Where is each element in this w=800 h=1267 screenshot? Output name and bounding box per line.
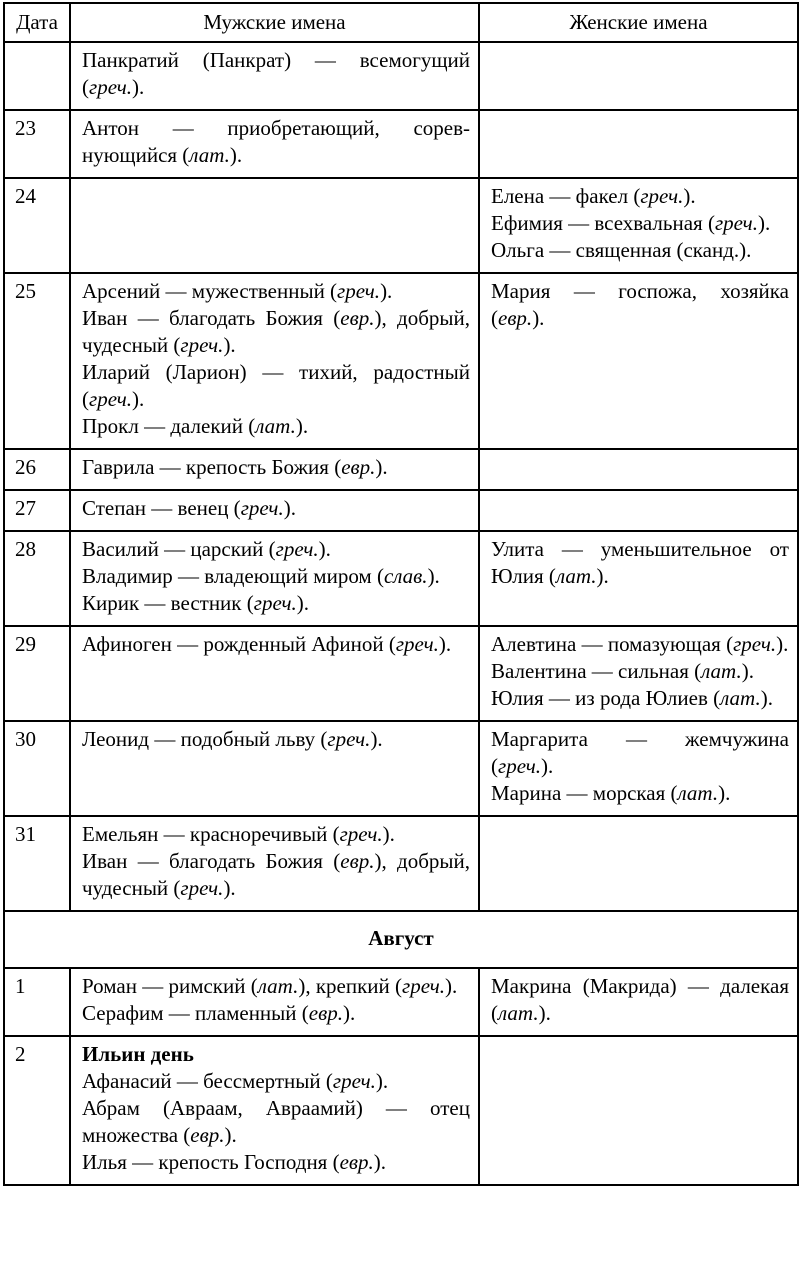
male-names-cell [70, 1036, 479, 1185]
table-row [4, 490, 798, 531]
name-entry [82, 1095, 470, 1149]
male-names-cell [70, 178, 479, 273]
origin-abbreviation: евр. [341, 455, 376, 479]
name-text: Арсений — мужественный ( [82, 279, 338, 303]
name-text: ). [757, 211, 771, 235]
name-entry [82, 590, 470, 617]
name-text: ). [776, 632, 789, 656]
name-entry [82, 305, 470, 359]
origin-abbreviation: греч. [395, 632, 439, 656]
name-text: Леонид — подобный льву ( [82, 727, 328, 751]
table-row [4, 626, 798, 721]
table-row [4, 531, 798, 626]
date-cell: 26 [4, 449, 70, 490]
name-text: ). [541, 754, 554, 778]
name-entry [82, 563, 470, 590]
name-entry [491, 780, 789, 807]
name-text: ). [295, 414, 309, 438]
column-header-female-names: Женские имена [479, 3, 798, 42]
female-names-cell [479, 42, 798, 110]
female-names-cell [479, 816, 798, 911]
origin-abbreviation: евр. [340, 849, 375, 873]
name-entry [82, 454, 470, 481]
origin-abbreviation: лат. [498, 1001, 539, 1025]
origin-abbreviation: греч. [402, 974, 446, 998]
name-text: Степан — венец ( [82, 496, 241, 520]
table-row [4, 968, 798, 1036]
origin-abbreviation: греч. [89, 75, 133, 99]
name-text: Василий — царский ( [82, 537, 276, 561]
column-header-date: Дата [4, 3, 70, 42]
name-text: Владимир — владеющий миром ( [82, 564, 384, 588]
name-text: ). [741, 659, 754, 683]
name-text: ). [132, 75, 145, 99]
table-row [4, 110, 798, 178]
origin-abbreviation: греч. [240, 496, 284, 520]
name-text: Ефимия — всехвальная ( [491, 211, 715, 235]
date-cell: 30 [4, 721, 70, 816]
name-text: ). [296, 591, 310, 615]
name-text: Гаврила — крепость Божия ( [82, 455, 342, 479]
name-text: Юлия — из рода Юлиев ( [491, 686, 721, 710]
name-text: Абрам (Авраам, Авраамий) — отец множества ( [82, 1096, 470, 1147]
name-text: Иван — благодать Божия ( [82, 849, 341, 873]
male-names-cell [70, 816, 479, 911]
name-text: Емельян — красноречивый ( [82, 822, 340, 846]
name-day-calendar-table [3, 2, 799, 1186]
name-text: ). [318, 537, 331, 561]
male-names-cell [70, 721, 479, 816]
name-text: Илья — крепость Господня ( [82, 1150, 340, 1174]
name-entry [491, 973, 789, 1027]
name-text: Улита — уменьшительное от Юлия ( [491, 537, 789, 588]
name-text: ). [382, 822, 395, 846]
name-text: ). [370, 727, 383, 751]
name-text: ). [538, 1001, 551, 1025]
table-header-row [4, 3, 798, 42]
name-entry [82, 1068, 470, 1095]
name-text: ). [380, 279, 393, 303]
origin-abbreviation: греч. [498, 754, 542, 778]
name-entry [82, 115, 470, 169]
name-text: Иларий (Ларион) — тихий, радостный ( [82, 360, 470, 411]
name-entry [82, 47, 470, 101]
origin-abbreviation: греч. [714, 211, 758, 235]
male-names-cell [70, 42, 479, 110]
name-text: Марина — морская ( [491, 781, 678, 805]
origin-abbreviation: лат. [189, 143, 230, 167]
male-names-cell [70, 273, 479, 449]
name-text: ). [224, 1123, 237, 1147]
table-row [4, 816, 798, 911]
name-entry [82, 359, 470, 413]
name-text: ), добрый, чудесный ( [82, 306, 470, 357]
date-cell: 31 [4, 816, 70, 911]
name-text: ). [596, 564, 609, 588]
female-names-cell [479, 110, 798, 178]
table-row [4, 449, 798, 490]
name-text: ). [438, 632, 452, 656]
origin-abbreviation: греч. [640, 184, 684, 208]
date-cell: 27 [4, 490, 70, 531]
name-entry [82, 413, 470, 440]
name-text: Серафим — пламенный ( [82, 1001, 309, 1025]
name-entry [82, 1149, 470, 1176]
name-text: Алевтина — помазующая ( [491, 632, 734, 656]
name-text: ). [683, 184, 696, 208]
date-cell: 25 [4, 273, 70, 449]
name-text: Валентина — сильная ( [491, 659, 702, 683]
name-text: ), крепкий ( [298, 974, 403, 998]
origin-abbreviation: греч. [180, 333, 224, 357]
date-cell [4, 42, 70, 110]
table-row [4, 42, 798, 110]
name-text: ). [229, 143, 243, 167]
name-entry [82, 1000, 470, 1027]
name-text: ). [532, 306, 545, 330]
name-entry [491, 658, 789, 685]
table-body [4, 42, 798, 1185]
name-entry [82, 631, 470, 658]
month-section-header: Август [4, 911, 798, 968]
male-names-cell [70, 490, 479, 531]
female-names-cell [479, 968, 798, 1036]
name-text: ). [373, 1150, 387, 1174]
origin-abbreviation: лат. [720, 686, 761, 710]
name-text: Ильин день [82, 1042, 194, 1066]
name-text: Ольга — священная (сканд.). [491, 238, 752, 262]
origin-abbreviation: греч. [253, 591, 297, 615]
name-text: ). [445, 974, 458, 998]
female-names-cell [479, 721, 798, 816]
origin-abbreviation: греч. [180, 876, 224, 900]
origin-abbreviation: лат. [257, 974, 299, 998]
name-text: Маргарита — жемчужина ( [491, 727, 789, 778]
name-text: Кирик — вестник ( [82, 591, 254, 615]
name-entry [491, 536, 789, 590]
name-text: Иван — благодать Божия ( [82, 306, 341, 330]
name-text: Антон — приобретающий, соревнующийся ( [82, 116, 470, 167]
origin-abbreviation: греч. [332, 1069, 376, 1093]
table-row [4, 721, 798, 816]
name-text: ). [132, 387, 145, 411]
origin-abbreviation: евр. [190, 1123, 225, 1147]
male-names-cell [70, 531, 479, 626]
name-entry [491, 631, 789, 658]
name-text: Афиноген — рожденный Афиной ( [82, 632, 396, 656]
male-names-cell [70, 626, 479, 721]
origin-abbreviation: евр. [340, 306, 375, 330]
name-entry [82, 536, 470, 563]
name-entry [491, 726, 789, 780]
origin-abbreviation: греч. [275, 537, 319, 561]
name-text: Макрина (Макрида) — далекая ( [491, 974, 789, 1025]
origin-abbreviation: лат. [555, 564, 597, 588]
table-row [4, 178, 798, 273]
origin-abbreviation: лат. [255, 414, 296, 438]
female-names-cell [479, 531, 798, 626]
date-cell: 1 [4, 968, 70, 1036]
date-cell: 23 [4, 110, 70, 178]
name-text: Елена — факел ( [491, 184, 641, 208]
origin-abbreviation: греч. [89, 387, 133, 411]
name-text: Роман — римский ( [82, 974, 258, 998]
origin-abbreviation: греч. [327, 727, 371, 751]
name-entry [82, 848, 470, 902]
date-cell: 29 [4, 626, 70, 721]
name-text: ). [342, 1001, 356, 1025]
month-section-row [4, 911, 798, 968]
name-text: ). [283, 496, 296, 520]
name-text: Панкратий (Панкрат) — всемогущий ( [82, 48, 470, 99]
date-cell: 2 [4, 1036, 70, 1185]
name-entry [491, 685, 789, 712]
date-cell: 28 [4, 531, 70, 626]
origin-abbreviation: лат. [677, 781, 719, 805]
female-names-cell [479, 1036, 798, 1185]
female-names-cell [479, 178, 798, 273]
name-entry [491, 237, 789, 264]
name-text: ). [427, 564, 440, 588]
name-text: Афанасий — бессмертный ( [82, 1069, 333, 1093]
female-names-cell [479, 626, 798, 721]
female-names-cell [479, 449, 798, 490]
table-row [4, 1036, 798, 1185]
name-text: ). [375, 1069, 389, 1093]
name-text: ). [760, 686, 773, 710]
origin-abbreviation: евр. [339, 1150, 374, 1174]
date-cell: 24 [4, 178, 70, 273]
name-entry [82, 726, 470, 753]
male-names-cell [70, 449, 479, 490]
male-names-cell [70, 110, 479, 178]
name-text: ). [375, 455, 388, 479]
origin-abbreviation: греч. [733, 632, 777, 656]
name-entry [82, 821, 470, 848]
name-entry [491, 183, 789, 210]
name-entry [82, 495, 470, 522]
name-text: ). [223, 333, 236, 357]
origin-abbreviation: слав. [383, 564, 428, 588]
origin-abbreviation: греч. [337, 279, 381, 303]
name-text: Прокл — далекий ( [82, 414, 256, 438]
origin-abbreviation: евр. [308, 1001, 343, 1025]
name-entry [82, 1041, 470, 1068]
name-entry [491, 278, 789, 332]
name-text: ). [718, 781, 731, 805]
male-names-cell [70, 968, 479, 1036]
origin-abbreviation: лат. [701, 659, 742, 683]
origin-abbreviation: евр. [498, 306, 533, 330]
name-text: Мария — госпожа, хозяйка ( [491, 279, 789, 330]
name-entry [491, 210, 789, 237]
female-names-cell [479, 490, 798, 531]
table-row [4, 273, 798, 449]
origin-abbreviation: греч. [339, 822, 383, 846]
name-text: ). [223, 876, 236, 900]
name-entry [82, 973, 470, 1000]
name-text: ), добрый, чудесный ( [82, 849, 470, 900]
column-header-male-names: Мужские имена [70, 3, 479, 42]
female-names-cell [479, 273, 798, 449]
name-entry [82, 278, 470, 305]
